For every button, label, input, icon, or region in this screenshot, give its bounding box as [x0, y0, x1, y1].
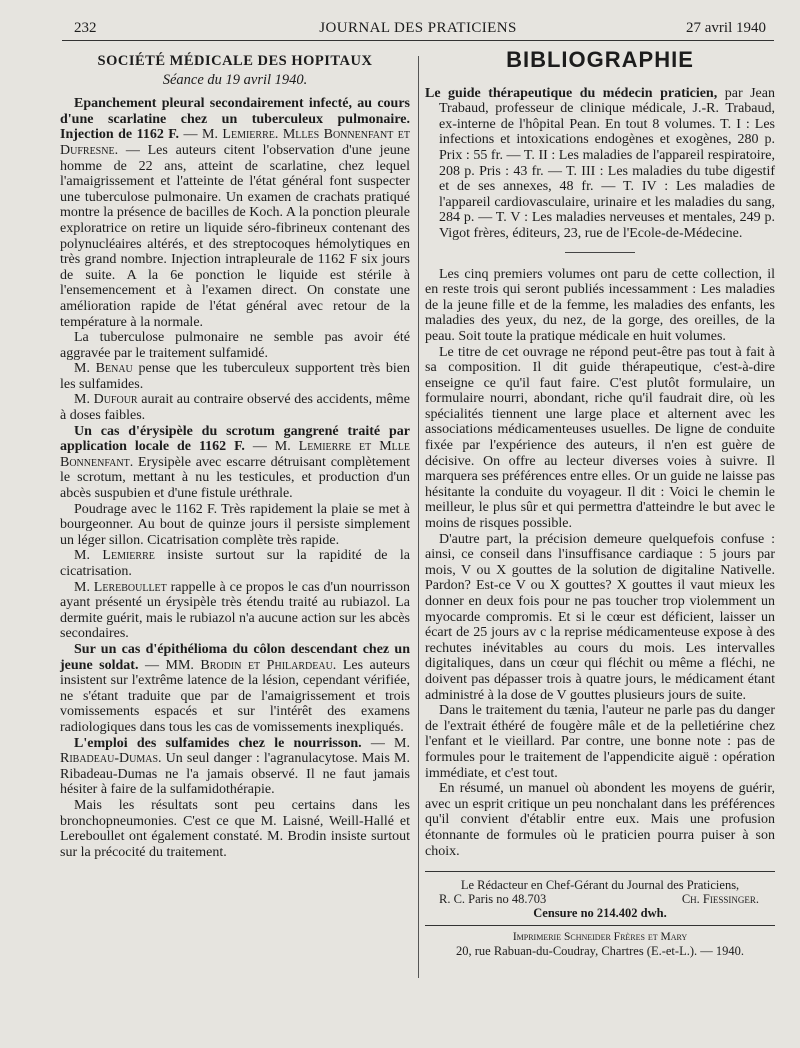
- review-para-5: En résumé, un manuel où abondent les moyens de guérir, avec un esprit critique un peu nonchalant dans les préférences qu'il convient d'établir entre eux. Mais une profusion étonnante de formules où le praticien pourra puiser à son choix.: [425, 781, 775, 859]
- article-4-authors: — M. Ribadeau-Dumas.: [60, 735, 410, 767]
- author-name: M. Benau: [74, 361, 133, 377]
- rc-line: [425, 892, 775, 906]
- article-4-title: L'emploi des sulfamides chez le nourrisson.: [74, 735, 362, 751]
- article-2-title: Un cas d'érysipèle du scrotum gangrené traité par application locale de 1162 F.: [60, 423, 410, 455]
- book-details: par Jean Trabaud, professeur de clinique médicale, J.-R. Trabaud, ex-interne de l'hôpital Pean. En tout 8 volumes. T. I : Les infections et intoxications endogènes et exogènes, 280 p. Prix : 55 fr. — T. II : Les maladies de l'appareil respiratoire, 208 p. Pris : 43 fr. — T. III : Les maladies du tube digestif et de ses annexes, 48 fr. — T. IV : Les maladies de l'appareil cardiovasculaire, urinaire et les maladies du sang, 284 p. — T. V : Les maladies nerveuses et mentales, 249 p. Vigot frères, éditeurs, 23, rue de l'Ecole-de-Médecine.: [439, 85, 775, 241]
- article-2-body: Erysipèle avec escarre détruisant complètement le scrotum, mettant à nu les testicules, et production d'un abcès suspubien et d'une fistule uréthrale.: [60, 454, 410, 502]
- printer-name: Imprimerie Schneider Frères et Mary: [512, 931, 688, 944]
- section-title: SOCIÉTÉ MÉDICALE DES HOPITAUX: [97, 53, 373, 69]
- article-2: [60, 424, 410, 502]
- review-para-1: Les cinq premiers volumes ont paru de cette collection, il en reste trois qui seront publiés incessamment : Les maladies de la jeune fille et de la femme, les maladies des enfants, les maladies des yeux, du nez, de la gorge, des oreilles, de la peau. Soit toute la pratique médicale en huit volumes.: [425, 266, 775, 344]
- page-number: 232: [74, 20, 97, 36]
- article-4-para-2: Mais les résultats sont peu certains dans les bronchopneumonies. C'est ce que M. Laisné, Weill-Hallé et Lereboullet ont également constaté. M. Brodin insiste surtout sur la précocité du traitement.: [60, 797, 410, 860]
- author-name: M. Lemierre: [74, 548, 155, 564]
- article-3-authors: — MM. Brodin et Philardeau.: [138, 657, 337, 673]
- article-2-para-3: [60, 548, 410, 579]
- printer-address: 20, rue Rabuan-du-Coudray, Chartres (E.-et-L.). — 1940.: [456, 944, 744, 959]
- article-4-body: Un seul danger : l'agranulacytose. Mais M. Ribadeau-Dumas ne l'a jamais observé. Il ne faut jamais hésiter à faire de la sulfamidothérapie.: [60, 751, 410, 798]
- article-1-authors: — M. Lemierre. Mlles Bonnenfant et Dufresne.: [60, 127, 411, 158]
- right-column: [425, 47, 775, 959]
- issue-date: 27 avril 1940: [686, 20, 766, 36]
- article-1-para-4: [60, 392, 410, 423]
- imprint-footer: [425, 871, 775, 958]
- article-3-title: Sur un cas d'épithélioma du côlon descendant chez un jeune soldat.: [60, 641, 410, 673]
- para-text: pense que les tuberculeux supportent très bien les sulfamides.: [60, 361, 411, 392]
- para-text: insiste surtout sur la rapidité de la cicatrisation.: [60, 548, 410, 579]
- editor-name: Ch. Fiessinger.: [681, 892, 759, 907]
- article-4: [60, 736, 410, 798]
- journal-title: JOURNAL DES PRATICIENS: [319, 20, 517, 36]
- para-text: rappelle à ce propos le cas d'un nourrisson ayant présenté un érysipèle très étendu traité au rubiazol. La dermite guérit, mais le rubiazol n'a aucune action sur les abcès secondaires.: [60, 579, 410, 642]
- article-2-authors: — M. Lemierre et Mlle Bonnenfant.: [60, 439, 410, 470]
- article-1-title: Epanchement pleural secondairement infecté, au cours d'une scarlatine chez un tuberculeux pulmonaire. Injection de 1162 F.: [60, 96, 410, 143]
- column-divider: [418, 56, 419, 978]
- article-1-para-3: [60, 361, 410, 392]
- censure-line: Censure no 214.402 dwh.: [533, 906, 667, 921]
- author-name: M. Lereboullet: [74, 579, 167, 595]
- para-text: aurait au contraire observé des accidents, même à doses faibles.: [60, 392, 410, 424]
- review-para-3: D'autre part, la précision demeure quelquefois confuse : ainsi, ce conseil dans l'insuffisance cardiaque : 5 jours par mois, V ou X gouttes de la solution de digitaline Nativelle. Pardon? Est-ce V ou X gouttes? X gouttes il vaut mieux les donner en deux fois pour ne pas toucher trop violemment un myocarde compromis. Et si le cœur est déficient, laisser un écart de 25 jours av c la reprise médicamenteuse expose à des rechutes inévitables au cours du mois. Les intervalles digitaliques, dans un cœur qui fléchit ou même a fléchi, ne doivent pas dépasser trois à quatre jours, le médicament étant administré à la dose de V gouttes plusieurs jours de suite.: [425, 531, 775, 703]
- review-para-4: Dans le traitement du tænia, l'auteur ne parle pas du danger de l'extrait éthéré de fougère mâle et de la pelletiérine chez l'enfant et le vieillard. Par contre, une bonne note : pas de formules pour le traitement de l'appendicite aiguë : opération immédiate, et c'est tout.: [425, 703, 775, 781]
- book-title: Le guide thérapeutique du médecin praticien,: [425, 85, 718, 101]
- left-column: [60, 52, 410, 860]
- article-2-para-4: [60, 580, 410, 642]
- review-para-2: Le titre de cet ouvrage ne répond peut-être pas tout à fait à sa composition. Il dit guide thérapeutique, c'est-à-dire enseigne ce qu'il faut faire. C'est plutôt formulaire, un formulaire nourri, abondant, riche qu'il faudrait dire, où les spécialités tiennent une large place et alternent avec les associations médicamenteuses usuelles. De ligne de conduite fixée par l'expérience des auteurs, il n'en est guère de décisive. On offre au lecteur diverses voies à suivre. Il marquera ses préférences entre elles. Or un guide ne laisse pas hésitante la conduite du voyageur. Il dit : Voici le chemin le meilleur, le plus sûr et qui permettra d'atteindre le but avec le moins de risques possible.: [425, 344, 775, 532]
- article-3: [60, 642, 410, 736]
- article-1: [60, 96, 410, 330]
- rc-number: R. C. Paris no 48.703: [439, 892, 547, 907]
- editor-line: Le Rédacteur en Chef-Gérant du Journal des Praticiens,: [460, 878, 740, 893]
- author-name: M. Dufour: [74, 392, 138, 408]
- article-1-para-2: La tuberculose pulmonaire ne semble pas avoir été aggravée par le traitement sulfamidé.: [60, 330, 410, 361]
- page-header: [62, 18, 774, 41]
- article-1-body: — Les auteurs citent l'observation d'une jeune homme de 22 ans, atteint de scarlatine, chez lequel l'amaigrissement et l'atteinte de l'état général font suspecter une tuberculose pulmonaire. Un examen de crachats pratiqué montre la présence de bacilles de Koch. A la ponction pleurale exploratrice on retire un liquide séro-fibrineux contenant des polynucléaires altérés, et des streptocoques hémolytiques en très grand nombre. Injection intrapleurale de 1162 F six jours de suite. A la 6e ponction le liquide est stérile à l'ensemencement et à l'examen direct. On constate une amélioration rapide de l'état général avec retour de la température à la normale.: [60, 142, 411, 330]
- footer-rule: [425, 925, 775, 926]
- bibliography-title: BIBLIOGRAPHIE: [506, 47, 694, 72]
- separator-rule: [565, 252, 635, 253]
- article-2-para-2: Poudrage avec le 1162 F. Très rapidement la plaie se met à bourgeonner. Au bout de quinze jours il persiste simplement un léger sillon. Cicatrisation complète très rapide.: [60, 501, 410, 548]
- book-reference: [425, 86, 775, 242]
- seance-date: Séance du 19 avril 1940.: [162, 71, 308, 88]
- article-3-body: Les auteurs insistent sur l'extrême latence de la lésion, cependant vérifiée, ne s'étant traduite que par de l'amaigrissement et trois vomissements espacés et sur l'intérêt des examens radiologiques dans tous les cas de vomissements inexpliqués.: [60, 657, 410, 735]
